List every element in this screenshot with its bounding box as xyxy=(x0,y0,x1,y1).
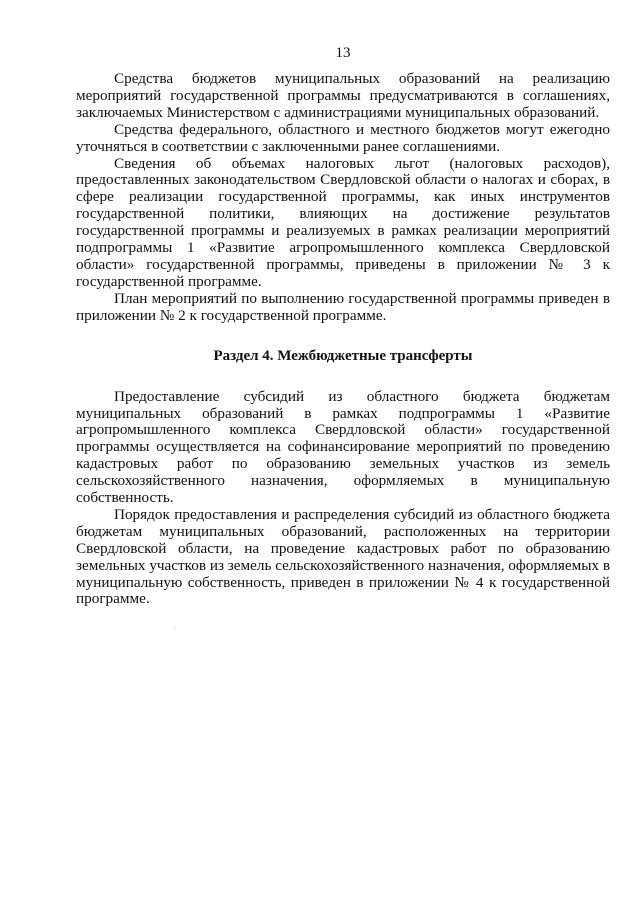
section-heading-interbudget-transfers: Раздел 4. Межбюджетные трансферты xyxy=(213,347,473,364)
paragraph-budget-adjustment: Средства федерального, областного и местного бюджетов могут ежегодно уточняться в соответствии с заключенными ранее соглашениями. xyxy=(76,120,610,155)
paragraph-subsidies-procedure: Порядок предоставления и распределения субсидий из областного бюджета бюджетам муниципальных образований, расположенных на территории Свердловской области, на проведение кадастровых работ по образованию земельных участков из земель сельскохозяйственного назначения, оформляемых в муниципальную собственность, приведен в приложении № 4 к государственной программе. xyxy=(76,505,610,608)
scan-speck xyxy=(174,628,175,629)
document-page xyxy=(76,44,610,608)
paragraph-action-plan: План мероприятий по выполнению государственной программы приведен в приложении № 2 к государственной программе. xyxy=(76,289,610,324)
page-number: 13 xyxy=(335,45,351,61)
paragraph-municipal-budgets: Средства бюджетов муниципальных образований на реализацию мероприятий государственной программы предусматриваются в соглашениях, заключаемых Министерством с администрациями муниципальных образований. xyxy=(76,70,610,121)
paragraph-tax-benefits: Сведения об объемах налоговых льгот (налоговых расходов), предоставленных законодательством Свердловской области о налогах и сборах, в сфере реализации государственной программы, как иных инструментов государственной политики, влияющих на достижение результатов государственной программы и реализуемых в рамках реализации мероприятий подпрограммы 1 «Развитие агропромышленного комплекса Свердловской области» государственной программы, приведены в приложении № 3 к государственной программе. xyxy=(76,154,610,290)
paragraph-subsidies-provision: Предоставление субсидий из областного бюджета бюджетам муниципальных образований в рамках подпрограммы 1 «Развитие агропромышленного комплекса Свердловской области» государственной программы осуществляется на софинансирование мероприятий по проведению кадастровых работ по образованию земельных участков из земель сельскохозяйственного назначения, оформляемых в муниципальную собственность. xyxy=(76,387,610,507)
